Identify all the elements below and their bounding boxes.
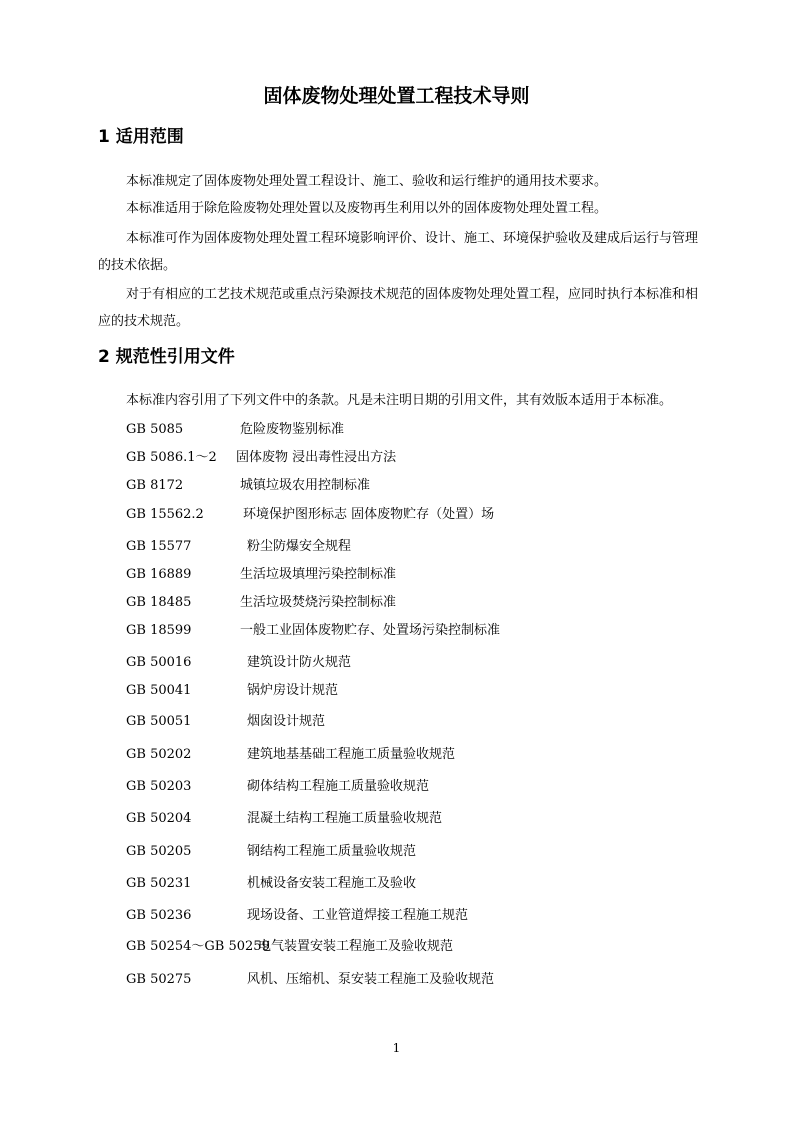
reference-name: 一般工业固体废物贮存、处置场污染控制标准 xyxy=(240,623,501,638)
reference-code: GB 18485 xyxy=(126,595,192,610)
reference-item xyxy=(126,842,417,862)
reference-code: GB 50205 xyxy=(126,844,192,859)
reference-item xyxy=(126,593,397,613)
reference-name: 建筑地基基础工程施工质量验收规范 xyxy=(247,747,456,762)
reference-name: 风机、压缩机、泵安装工程施工及验收规范 xyxy=(247,972,495,987)
reference-code: GB 5085 xyxy=(126,422,184,437)
reference-code: GB 50016 xyxy=(126,655,192,670)
reference-item xyxy=(126,745,456,765)
reference-code: GB 15577 xyxy=(126,539,192,554)
reference-name: 固体废物 浸出毒性浸出方法 xyxy=(236,450,397,465)
reference-name: 锅炉房设计规范 xyxy=(247,683,339,698)
section-1-paragraph-3: 本标准可作为固体废物处理处置工程环境影响评价、设计、施工、环境保护验收及建成后运行与管理的技术依据。 xyxy=(98,231,699,273)
reference-name: 环境保护图形标志 固体废物贮存（处置）场 xyxy=(243,507,495,522)
reference-item xyxy=(126,505,495,525)
reference-code: GB 50254～GB 50259 xyxy=(126,939,270,954)
reference-name: 生活垃圾填埋污染控制标准 xyxy=(240,567,397,582)
reference-item xyxy=(126,565,397,585)
reference-item xyxy=(126,537,352,557)
reference-code: GB 50203 xyxy=(126,779,192,794)
reference-name: 烟囱设计规范 xyxy=(247,714,326,729)
reference-code: GB 50041 xyxy=(126,683,192,698)
reference-item xyxy=(126,777,430,797)
section-2-intro: 本标准内容引用了下列文件中的条款。凡是未注明日期的引用文件，其有效版本适用于本标准。 xyxy=(126,393,673,408)
reference-item xyxy=(126,420,345,440)
reference-name: 粉尘防爆安全规程 xyxy=(247,539,352,554)
reference-name: 电气装置安装工程施工及验收规范 xyxy=(258,939,454,954)
reference-item xyxy=(126,448,397,468)
reference-name: 砌体结构工程施工质量验收规范 xyxy=(247,779,430,794)
reference-item xyxy=(126,712,326,732)
section-1-paragraph-4: 对于有相应的工艺技术规范或重点污染源技术规范的固体废物处理处置工程，应同时执行本标准和相应的技术规范。 xyxy=(98,287,699,329)
reference-name: 生活垃圾焚烧污染控制标准 xyxy=(240,595,397,610)
page-number: 1 xyxy=(392,1041,401,1055)
reference-item xyxy=(126,681,339,701)
reference-code: GB 50275 xyxy=(126,972,192,987)
reference-name: 机械设备安装工程施工及验收 xyxy=(247,876,417,891)
reference-item xyxy=(126,476,371,496)
reference-code: GB 50231 xyxy=(126,876,192,891)
reference-code: GB 50202 xyxy=(126,747,192,762)
reference-code: GB 15562.2 xyxy=(126,507,204,522)
reference-item xyxy=(126,937,454,957)
reference-item xyxy=(126,621,501,641)
reference-code: GB 18599 xyxy=(126,623,192,638)
reference-code: GB 5086.1～2 xyxy=(126,450,217,465)
reference-name: 混凝土结构工程施工质量验收规范 xyxy=(247,811,443,826)
reference-code: GB 16889 xyxy=(126,567,192,582)
reference-code: GB 50204 xyxy=(126,811,192,826)
reference-item xyxy=(126,874,417,894)
reference-name: 现场设备、工业管道焊接工程施工规范 xyxy=(247,908,469,923)
reference-item xyxy=(126,906,469,926)
reference-item xyxy=(126,970,495,990)
reference-item xyxy=(126,809,443,829)
reference-code: GB 50051 xyxy=(126,714,192,729)
section-1-heading: 1 适用范围 xyxy=(98,127,184,147)
reference-code: GB 50236 xyxy=(126,908,192,923)
reference-name: 危险废物鉴别标准 xyxy=(240,422,345,437)
section-1-paragraph-1: 本标准规定了固体废物处理处置工程设计、施工、验收和运行维护的通用技术要求。 xyxy=(126,174,608,189)
document-title: 固体废物处理处置工程技术导则 xyxy=(263,85,530,107)
reference-name: 城镇垃圾农用控制标准 xyxy=(240,478,371,493)
section-1-paragraph-2: 本标准适用于除危险废物处理处置以及废物再生利用以外的固体废物处理处置工程。 xyxy=(126,201,608,216)
reference-name: 建筑设计防火规范 xyxy=(247,655,352,670)
section-2-heading: 2 规范性引用文件 xyxy=(98,347,235,367)
reference-code: GB 8172 xyxy=(126,478,184,493)
reference-item xyxy=(126,653,352,673)
reference-name: 钢结构工程施工质量验收规范 xyxy=(247,844,417,859)
